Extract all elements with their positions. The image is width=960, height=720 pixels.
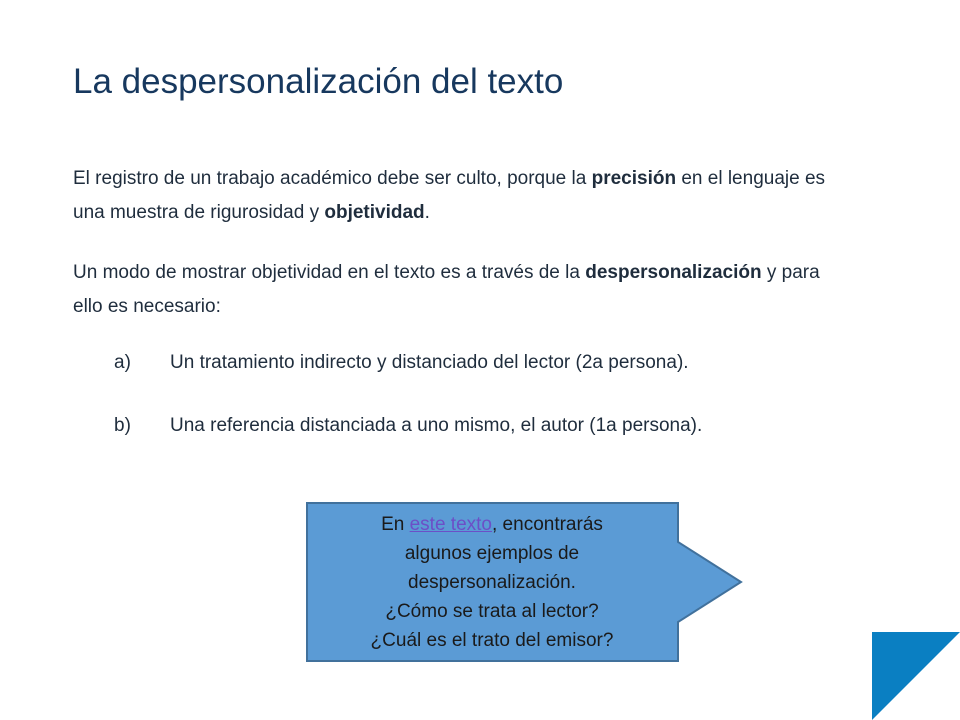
callout-line-3: despersonalización. [408,572,576,593]
bold-precision: precisión [591,168,677,189]
callout-line-2: algunos ejemplos de [404,543,580,564]
callout-line-4: ¿Cómo se trata al lector? [385,601,599,622]
paragraph-despersonalizacion [73,256,853,324]
list-item-text: Un tratamiento indirecto y distanciado del lector (2a persona). [170,352,689,373]
callout-arrow-box [306,502,744,662]
list-item-text: Una referencia distanciada a uno mismo, el autor (1a persona). [170,415,703,436]
este-texto-link[interactable]: este texto [409,514,492,535]
corner-decoration-triangle [872,632,960,720]
list-marker: a) [114,352,131,373]
list-item [114,415,702,437]
slide-title: La despersonalización del texto [73,62,564,101]
paragraph-registro [73,162,853,230]
paragraph-registro-text-1: El registro de un trabajo académico debe ser culto, porque la [73,168,592,189]
callout-post: , encontrarás [492,514,603,535]
paragraph-registro-text-2: en el lenguaje es una muestra de rigurosidad y [73,168,826,223]
callout-line-5: ¿Cuál es el trato del emisor? [370,630,614,651]
list-item [114,352,689,374]
paragraph-desp-text-2: y para ello es necesario: [73,262,820,317]
list-marker: b) [114,415,131,436]
bold-objetividad: objetividad [324,202,425,223]
callout-text [306,510,678,655]
callout-line-1 [306,510,678,539]
bold-despersonalizacion: despersonalización [585,262,762,283]
callout-pre: En [381,514,410,535]
paragraph-registro-text-3: . [424,202,430,223]
paragraph-desp-text-1: Un modo de mostrar objetividad en el texto es a través de la [73,262,586,283]
